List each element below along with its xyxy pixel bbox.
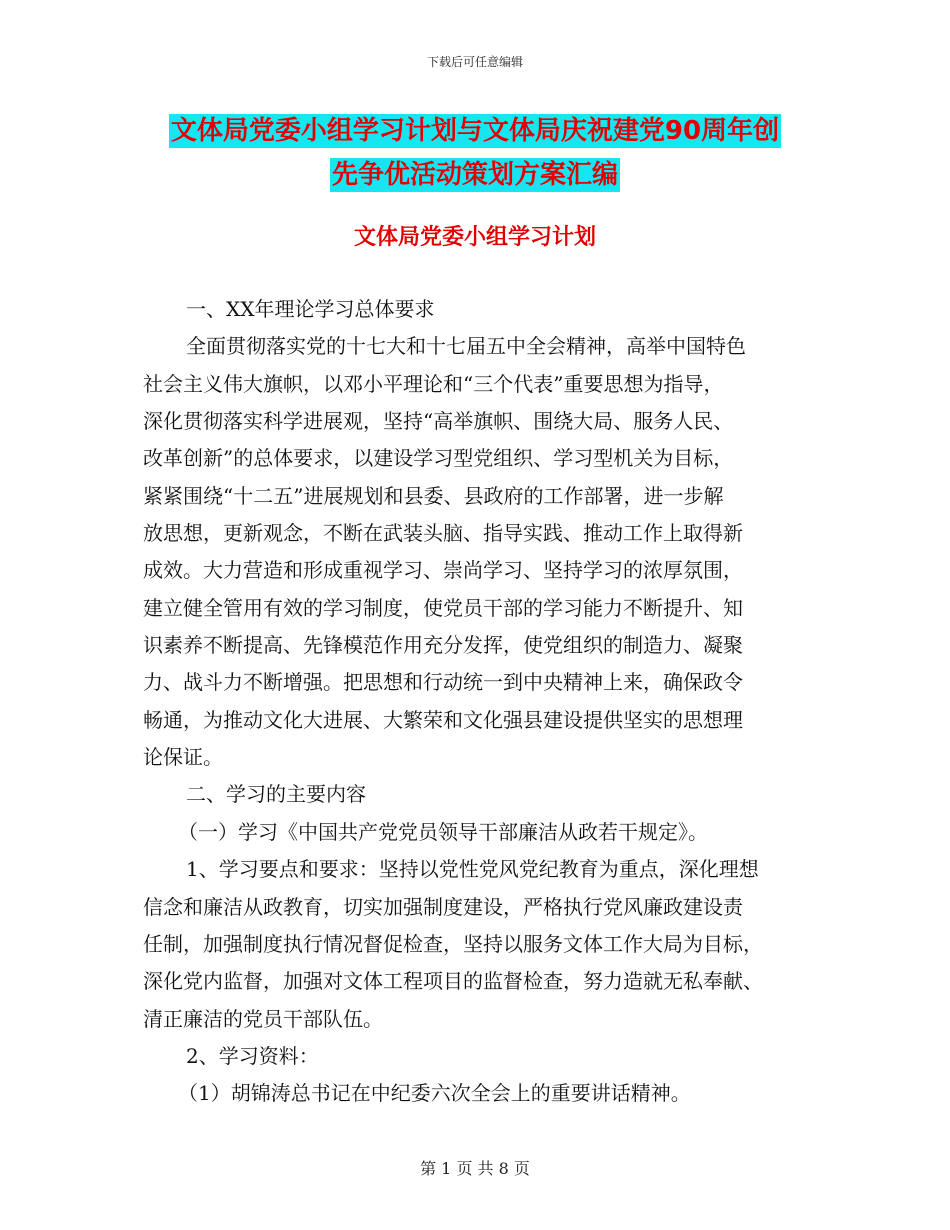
paragraph-line: 信念和廉洁从政教育，切实加强制度建设，严格执行党风廉政建设责 [143, 895, 743, 919]
section-title: 文体局党委小组学习计划 [353, 225, 596, 250]
paragraph-line: 识素养不断提高、先锋模范作用充分发挥，使党组织的制造力、凝聚 [143, 633, 743, 657]
list-heading: 2、学习资料： [186, 1044, 319, 1068]
list-item: （1）胡锦涛总书记在中纪委六次全会上的重要讲话精神。 [178, 1081, 691, 1105]
title-highlight-1: 文体局党委小组学习计划与文体局庆祝建党90周年创 [170, 116, 780, 146]
paragraph-line: 社会主义伟大旗帜，以邓小平理论和“三个代表”重要思想为指导， [143, 372, 724, 396]
page-footer: 第 1 页 共 8 页 [420, 1159, 530, 1178]
document-title-line-1 [0, 116, 950, 146]
paragraph-line: 深化党内监督，加强对文体工程项目的监督检查，努力造就无私奉献、 [143, 969, 763, 993]
paragraph-line: 深化贯彻落实科学进展观，坚持“高举旗帜、围绕大局、服务人民、 [143, 409, 734, 433]
paragraph-line: 论保证。 [143, 745, 223, 769]
paragraph-line: 成效。大力营造和形成重视学习、崇尚学习、坚持学习的浓厚氛围， [143, 558, 743, 582]
paragraph-line: 清正廉洁的党员干部队伍。 [143, 1007, 383, 1031]
paragraph-line: 畅通，为推动文化大进展、大繁荣和文化强县建设提供坚实的思想理 [143, 708, 743, 732]
paragraph-line: 放思想，更新观念，不断在武装头脑、指导实践、推动工作上取得新 [143, 521, 743, 545]
paragraph-line: 建立健全管用有效的学习制度，使党员干部的学习能力不断提升、知 [143, 596, 743, 620]
paragraph-line: 力、战斗力不断增强。把思想和行动统一到中央精神上来，确保政令 [143, 670, 743, 694]
paragraph-line: 改革创新”的总体要求，以建设学习型党组织、学习型机关为目标， [143, 446, 734, 470]
heading-2: 二、学习的主要内容 [186, 782, 366, 806]
paragraph-line: 紧紧围绕“十二五”进展规划和县委、县政府的工作部署，进一步解 [143, 484, 724, 508]
title-highlight-2: 先争优活动策划方案汇编 [331, 160, 618, 190]
paragraph-line: 任制，加强制度执行情况督促检查，坚持以服务文体工作大局为目标， [143, 932, 763, 956]
page-header: 下载后可任意编辑 [426, 55, 523, 69]
document-title-line-2 [0, 160, 950, 190]
paragraph-line: 全面贯彻落实党的十七大和十七届五中全会精神，高举中国特色 [186, 334, 746, 358]
paragraph-line: 1、学习要点和要求：坚持以党性党风党纪教育为重点，深化理想 [186, 857, 759, 881]
heading-1: 一、XX年理论学习总体要求 [186, 297, 435, 321]
subheading: （一）学习《中国共产党党员领导干部廉洁从政若干规定》。 [178, 820, 708, 844]
